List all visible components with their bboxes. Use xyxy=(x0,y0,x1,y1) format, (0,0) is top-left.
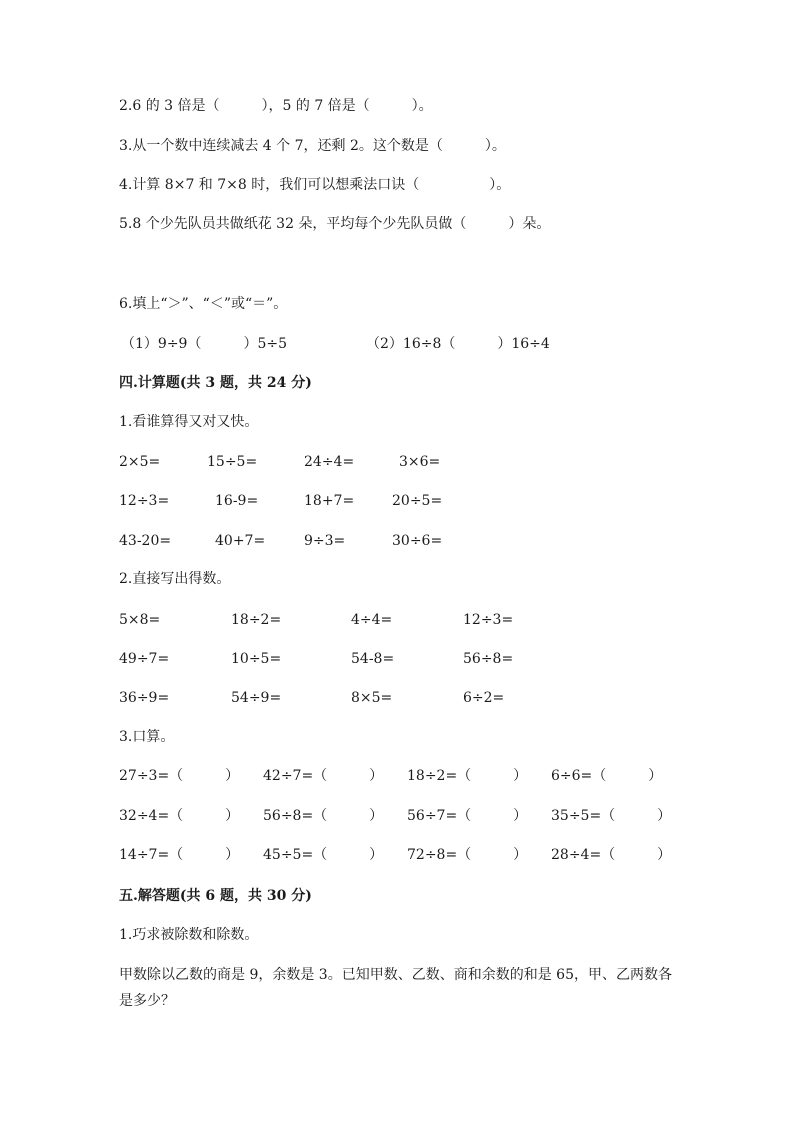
calc-cell: 18÷2=（ ） xyxy=(407,768,528,784)
calc-cell: 12÷3= xyxy=(463,612,514,628)
calc-cell: 20÷5= xyxy=(392,493,443,509)
s4-p3-title: 3.口算。 xyxy=(119,729,175,745)
calc-cell: 36÷9= xyxy=(119,690,170,706)
fill-blank-q4: 4.计算 8×7 和 7×8 时，我们可以想乘法口诀（ ）。 xyxy=(119,177,511,193)
calc-cell: 2×5= xyxy=(119,454,161,470)
calc-cell: 3×6= xyxy=(399,454,441,470)
calc-cell: 9÷3= xyxy=(304,533,346,549)
s5-p1-title: 1.巧求被除数和除数。 xyxy=(119,927,259,943)
section5-title: 五.解答题(共 6 题，共 30 分) xyxy=(119,888,312,904)
section4-title: 四.计算题(共 3 题，共 24 分) xyxy=(119,375,312,391)
q6-item-1: （1）9÷9（ ）5÷5 xyxy=(121,336,287,352)
calc-cell: 4÷4= xyxy=(351,612,393,628)
s4-p2-title: 2.直接写出得数。 xyxy=(119,571,231,587)
calc-cell: 42÷7=（ ） xyxy=(263,768,384,784)
calc-cell: 54-8= xyxy=(351,651,395,667)
calc-cell: 16-9= xyxy=(215,493,259,509)
calc-cell: 10÷5= xyxy=(231,651,282,667)
calc-cell: 30÷6= xyxy=(392,533,443,549)
calc-cell: 5×8= xyxy=(119,612,161,628)
calc-cell: 32÷4=（ ） xyxy=(119,808,240,824)
calc-cell: 56÷8=（ ） xyxy=(263,808,384,824)
s5-p1-text: 甲数除以乙数的商是 9，余数是 3。已知甲数、乙数、商和余数的和是 65，甲、乙两数各是多少？ xyxy=(119,967,672,1009)
calc-cell: 12÷3= xyxy=(119,493,170,509)
calc-cell: 40+7= xyxy=(215,533,266,549)
fill-blank-q2: 2.6 的 3 倍是（ ），5 的 7 倍是（ ）。 xyxy=(119,98,433,114)
calc-cell: 18÷2= xyxy=(231,612,282,628)
calc-cell: 72÷8=（ ） xyxy=(407,847,528,863)
calc-cell: 27÷3=（ ） xyxy=(119,768,240,784)
calc-cell: 24÷4= xyxy=(304,454,355,470)
calc-cell: 14÷7=（ ） xyxy=(119,847,240,863)
calc-cell: 28÷4=（ ） xyxy=(551,847,672,863)
calc-cell: 6÷6=（ ） xyxy=(551,768,663,784)
calc-cell: 15÷5= xyxy=(207,454,258,470)
calc-cell: 54÷9= xyxy=(231,690,282,706)
q6-item-2: （2）16÷8（ ）16÷4 xyxy=(366,336,550,352)
calc-cell: 18+7= xyxy=(304,493,355,509)
fill-blank-q3: 3.从一个数中连续减去 4 个 7，还剩 2。这个数是（ ）。 xyxy=(119,138,506,154)
s4-p1-title: 1.看谁算得又对又快。 xyxy=(119,414,259,430)
calc-cell: 43-20= xyxy=(119,533,172,549)
calc-cell: 6÷2= xyxy=(463,690,505,706)
calc-cell: 8×5= xyxy=(351,690,393,706)
calc-cell: 56÷8= xyxy=(463,651,514,667)
calc-cell: 35÷5=（ ） xyxy=(551,808,672,824)
calc-cell: 49÷7= xyxy=(119,651,170,667)
calc-cell: 56÷7=（ ） xyxy=(407,808,528,824)
calc-cell: 45÷5=（ ） xyxy=(263,847,384,863)
fill-blank-q6: 6.填上“＞”、“＜”或“＝”。 xyxy=(119,296,288,312)
fill-blank-q5: 5.8 个少先队员共做纸花 32 朵，平均每个少先队员做（ ）朵。 xyxy=(119,216,551,232)
